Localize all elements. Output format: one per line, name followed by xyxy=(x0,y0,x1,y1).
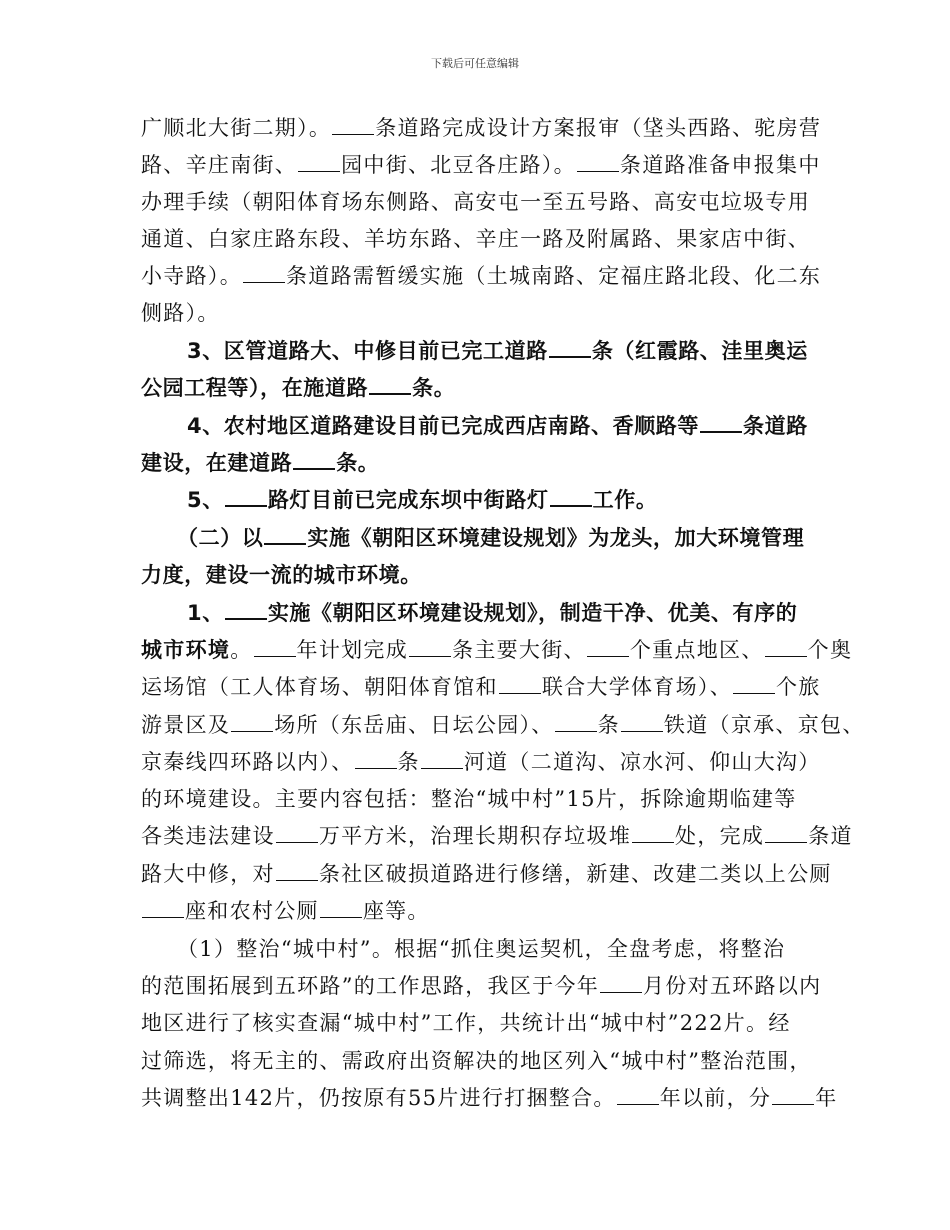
text-segment: 条。 xyxy=(336,451,380,475)
blank-underline xyxy=(700,430,742,433)
blank-underline xyxy=(577,170,619,172)
text-segment: 的范围拓展到五环路”的工作思路，我区于今年 xyxy=(141,974,600,998)
blank-underline xyxy=(369,392,411,395)
blank-underline xyxy=(550,504,592,507)
blank-underline xyxy=(617,1103,659,1105)
text-segment: 场所（东岳庙、日坛公园）、 xyxy=(274,713,554,737)
text-segment: 小寺路）。 xyxy=(141,264,242,288)
text-line xyxy=(141,1007,791,1037)
blank-underline xyxy=(733,692,775,694)
text-line xyxy=(141,634,852,664)
blank-underline xyxy=(225,617,267,620)
text-segment: 实施《朝阳区环境建设规划》为龙头，加大环境管理 xyxy=(307,526,805,550)
text-line xyxy=(177,933,785,963)
blank-underline xyxy=(600,991,642,993)
text-segment: 条 xyxy=(597,713,620,737)
blank-underline xyxy=(276,879,318,881)
text-line xyxy=(141,1082,838,1112)
blank-underline xyxy=(355,767,397,769)
text-segment: 共调整出142片，仍按原有55片进行打捆整合。 xyxy=(141,1086,616,1110)
text-segment: 3、区管道路大、中修目前已完工道路 xyxy=(187,339,548,363)
text-segment: 条道 xyxy=(808,824,853,848)
blank-underline xyxy=(409,655,451,657)
text-line xyxy=(141,783,797,813)
text-segment: 条。 xyxy=(412,376,456,400)
text-segment: 年计划完成 xyxy=(296,638,409,662)
text-line xyxy=(141,260,821,290)
blank-underline xyxy=(254,655,296,657)
text-segment: 力度，建设一流的城市环境。 xyxy=(141,563,422,587)
text-segment: 个重点地区、 xyxy=(629,638,764,662)
text-segment: 5、 xyxy=(187,488,224,512)
text-line xyxy=(141,1045,812,1075)
text-line xyxy=(141,372,455,402)
text-segment: 年以前，分 xyxy=(659,1086,772,1110)
text-line xyxy=(141,149,821,179)
text-line xyxy=(141,820,853,850)
text-segment: 各类违法建设 xyxy=(141,824,275,848)
text-segment: 游景区及 xyxy=(141,713,231,737)
text-segment: 城市环境 xyxy=(141,638,231,662)
text-segment: 过筛选，将无主的、需政府出资解决的地区列入“城中村”整治范围， xyxy=(141,1049,812,1073)
blank-underline xyxy=(264,542,306,545)
blank-underline xyxy=(765,841,807,843)
text-segment: （二）以 xyxy=(177,526,264,550)
text-segment: 办理手续（朝阳体育场东侧路、高安屯一至五号路、高安屯垃圾专用 xyxy=(141,190,810,214)
text-segment: 运场馆（工人体育场、朝阳体育馆和 xyxy=(141,675,498,699)
text-segment: 4、农村地区道路建设目前已完成西店南路、香顺路等 xyxy=(187,414,700,438)
text-line xyxy=(141,447,379,477)
blank-underline xyxy=(587,655,629,657)
text-segment: 条主要大街、 xyxy=(452,638,586,662)
blank-underline xyxy=(243,281,285,283)
text-segment: 侧路）。 xyxy=(141,301,220,325)
text-segment: 建设，在建道路 xyxy=(141,451,293,475)
text-line xyxy=(141,559,422,589)
blank-underline xyxy=(142,916,184,918)
text-segment: 公园工程等），在施道路 xyxy=(141,376,369,400)
text-segment: 条道路需暂缓实施（土城南路、定福庄路北段、化二东 xyxy=(286,264,822,288)
blank-underline xyxy=(298,170,340,172)
text-line xyxy=(141,970,821,1000)
text-line xyxy=(141,746,821,776)
text-segment: 条 xyxy=(397,750,420,774)
blank-underline xyxy=(225,504,267,507)
blank-underline xyxy=(621,730,663,732)
text-segment: 的环境建设。主要内容包括：整治“城中村”15片，拆除逾期临建等 xyxy=(141,787,797,811)
text-line xyxy=(141,709,865,739)
text-segment: 工作。 xyxy=(592,488,658,512)
text-segment: 园中街、北豆各庄路）。 xyxy=(341,153,576,177)
blank-underline xyxy=(332,133,374,135)
text-segment: 座和农村公厕 xyxy=(185,899,319,923)
text-segment: 河道（二道沟、凉水河、仰山大沟） xyxy=(463,750,821,774)
text-segment: 1、 xyxy=(187,601,224,625)
text-segment: 路、辛庄南街、 xyxy=(141,153,298,177)
text-segment: 条道路准备申报集中 xyxy=(619,153,821,177)
text-line xyxy=(141,895,430,925)
text-segment: 条道路完成设计方案报审（垡头西路、驼房营 xyxy=(375,116,822,140)
text-line xyxy=(177,522,804,552)
text-segment: 条社区破损道路进行修缮，新建、改建二类以上公厕 xyxy=(318,862,832,886)
text-segment: 联合大学体育场）、 xyxy=(541,675,733,699)
text-segment: 通道、白家庄路东段、羊坊东路、辛庄一路及附属路、果家店中街、 xyxy=(141,227,810,251)
text-segment: 年 xyxy=(815,1086,838,1110)
text-segment: 处，完成 xyxy=(675,824,765,848)
text-segment: 地区进行了核实查漏“城中村”工作，共统计出“城中村”222片。经 xyxy=(141,1011,791,1035)
text-segment: 京秦线四环路以内）、 xyxy=(141,750,354,774)
text-segment: 个旅 xyxy=(776,675,821,699)
text-line xyxy=(187,597,797,627)
text-segment: 路大中修，对 xyxy=(141,862,275,886)
text-segment: 路灯目前已完成东坝中街路灯 xyxy=(267,488,549,512)
blank-underline xyxy=(765,655,807,657)
blank-underline xyxy=(499,692,541,694)
text-segment: 个奥 xyxy=(807,638,853,662)
text-line xyxy=(141,297,220,327)
blank-underline xyxy=(320,916,362,918)
text-line xyxy=(141,186,810,216)
blank-underline xyxy=(293,467,335,470)
text-segment: 广顺北大街二期）。 xyxy=(141,116,332,140)
text-segment: 万平方米，治理长期积存垃圾堆 xyxy=(318,824,632,848)
blank-underline xyxy=(421,767,463,769)
text-line xyxy=(187,335,808,365)
text-segment: 月份对五环路以内 xyxy=(643,974,822,998)
blank-underline xyxy=(276,841,318,843)
text-line xyxy=(141,112,821,142)
page-header: 下载后可任意编辑 xyxy=(431,57,519,70)
text-segment: 条道路 xyxy=(743,414,808,438)
blank-underline xyxy=(555,730,597,732)
text-segment: 条（红霞路、洼里奥运 xyxy=(591,339,808,363)
blank-underline xyxy=(231,730,273,732)
blank-underline xyxy=(772,1103,814,1105)
text-line xyxy=(187,410,808,440)
text-segment: 座等。 xyxy=(362,899,430,923)
text-segment: 铁道（京承、京包、 xyxy=(663,713,865,737)
blank-underline xyxy=(632,841,674,843)
text-segment: 实施《朝阳区环境建设规划》，制造干净、优美、有序的 xyxy=(267,601,798,625)
blank-underline xyxy=(549,355,591,358)
text-line xyxy=(141,671,821,701)
text-line xyxy=(187,484,657,514)
text-segment: （1）整治“城中村”。根据“抓住奥运契机，全盘考虑，将整治 xyxy=(177,937,786,961)
text-segment: 。 xyxy=(230,638,253,662)
text-line xyxy=(141,858,832,888)
text-line xyxy=(141,223,810,253)
